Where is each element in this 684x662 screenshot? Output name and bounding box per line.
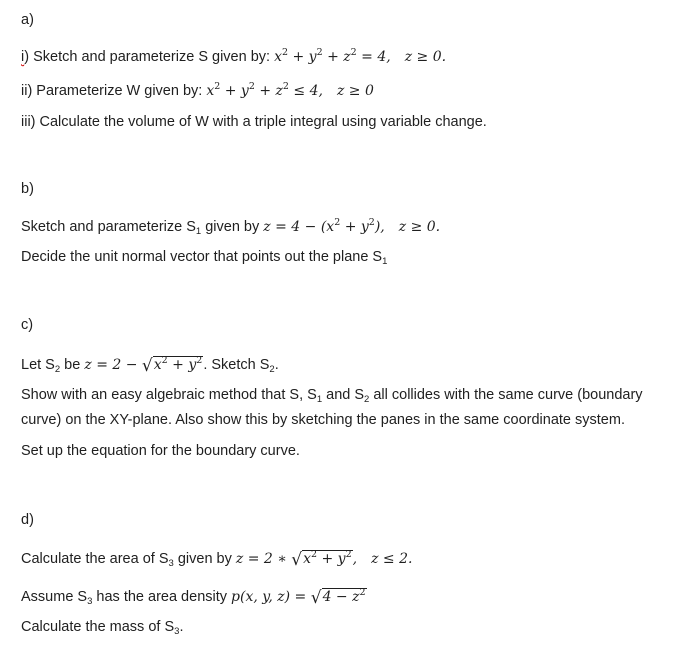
section-a-label: a) <box>21 12 34 28</box>
equation-paraboloid: $z = 4 - (x^2 + y^2)$, z ≥ 0. <box>263 217 441 235</box>
part-d-line3 <box>21 617 183 642</box>
part-d-text3b: . <box>179 619 184 635</box>
subscript: 3 <box>87 596 93 607</box>
section-b-label: b) <box>21 181 34 197</box>
part-c-para-a: Show with an easy algebraic method that S, S <box>21 387 317 403</box>
equation-cone: $z = 2 - √x^2 + y^2$ <box>84 355 203 376</box>
part-c-paragraph <box>21 385 671 431</box>
spellcheck-mark: i <box>21 49 25 65</box>
part-a-i-text: ) Sketch and parameterize S given by: <box>24 49 271 65</box>
part-d-line2 <box>21 583 367 612</box>
equation-s3: z = 2 ∗ $√x^2 + y^2$, z ≤ 2. <box>235 549 413 570</box>
part-d-text2: Assume S <box>21 589 88 605</box>
part-a-ii-text: ii) Parameterize W given by: <box>21 83 203 99</box>
part-c-para-b: and S <box>322 387 365 403</box>
section-c-label: c) <box>21 317 34 333</box>
subscript: 2 <box>364 394 370 405</box>
section-d-label: d) <box>21 512 34 528</box>
part-a-iii-text: iii) Calculate the volume of W with a triple integral using variable change. <box>21 114 487 130</box>
subscript: 1 <box>195 226 202 237</box>
part-a-i <box>21 43 446 67</box>
subscript: 2 <box>269 364 275 375</box>
part-d-text2b: has the area density <box>92 589 228 605</box>
part-c-line1 <box>21 351 279 380</box>
part-c-text1d: . <box>274 357 279 373</box>
equation-ball: $x^2 + y^2 + z^2 \le 4$, z ≥ 0 <box>206 81 374 99</box>
part-d-text1: Calculate the area of S <box>21 551 169 567</box>
subscript: 3 <box>168 558 174 569</box>
equation-sphere: $x^2 + y^2 + z^2 = 4$, z ≥ 0. <box>274 47 447 65</box>
part-b-line2 <box>21 247 387 272</box>
part-b-text1: Sketch and parameterize S <box>21 219 196 235</box>
subscript: 1 <box>316 394 323 405</box>
part-c-text3: Set up the equation for the boundary curve. <box>21 443 300 459</box>
part-d-line1 <box>21 545 412 574</box>
part-d-text1b: given by <box>173 551 232 567</box>
part-b-line1 <box>21 213 440 242</box>
part-c-text1b: be <box>60 357 81 373</box>
subscript: 1 <box>382 256 388 267</box>
equation-density: p(x, y, $z) = √4 - z^2$ <box>231 587 366 608</box>
subscript: 2 <box>54 364 61 375</box>
part-b-text1b: given by <box>201 219 260 235</box>
part-b-text2: Decide the unit normal vector that points out the plane S <box>21 249 383 265</box>
part-a-ii <box>21 77 374 101</box>
part-c-text1a: Let S <box>21 357 55 373</box>
part-c-para-c: all collides with the same curve (boundary curve) on the XY-plane. Also show this by sketching the panes in the same coordinate system. <box>21 387 643 428</box>
part-d-text3: Calculate the mass of S <box>21 619 175 635</box>
part-c-text1c: . Sketch S <box>203 357 270 373</box>
subscript: 3 <box>174 626 180 637</box>
